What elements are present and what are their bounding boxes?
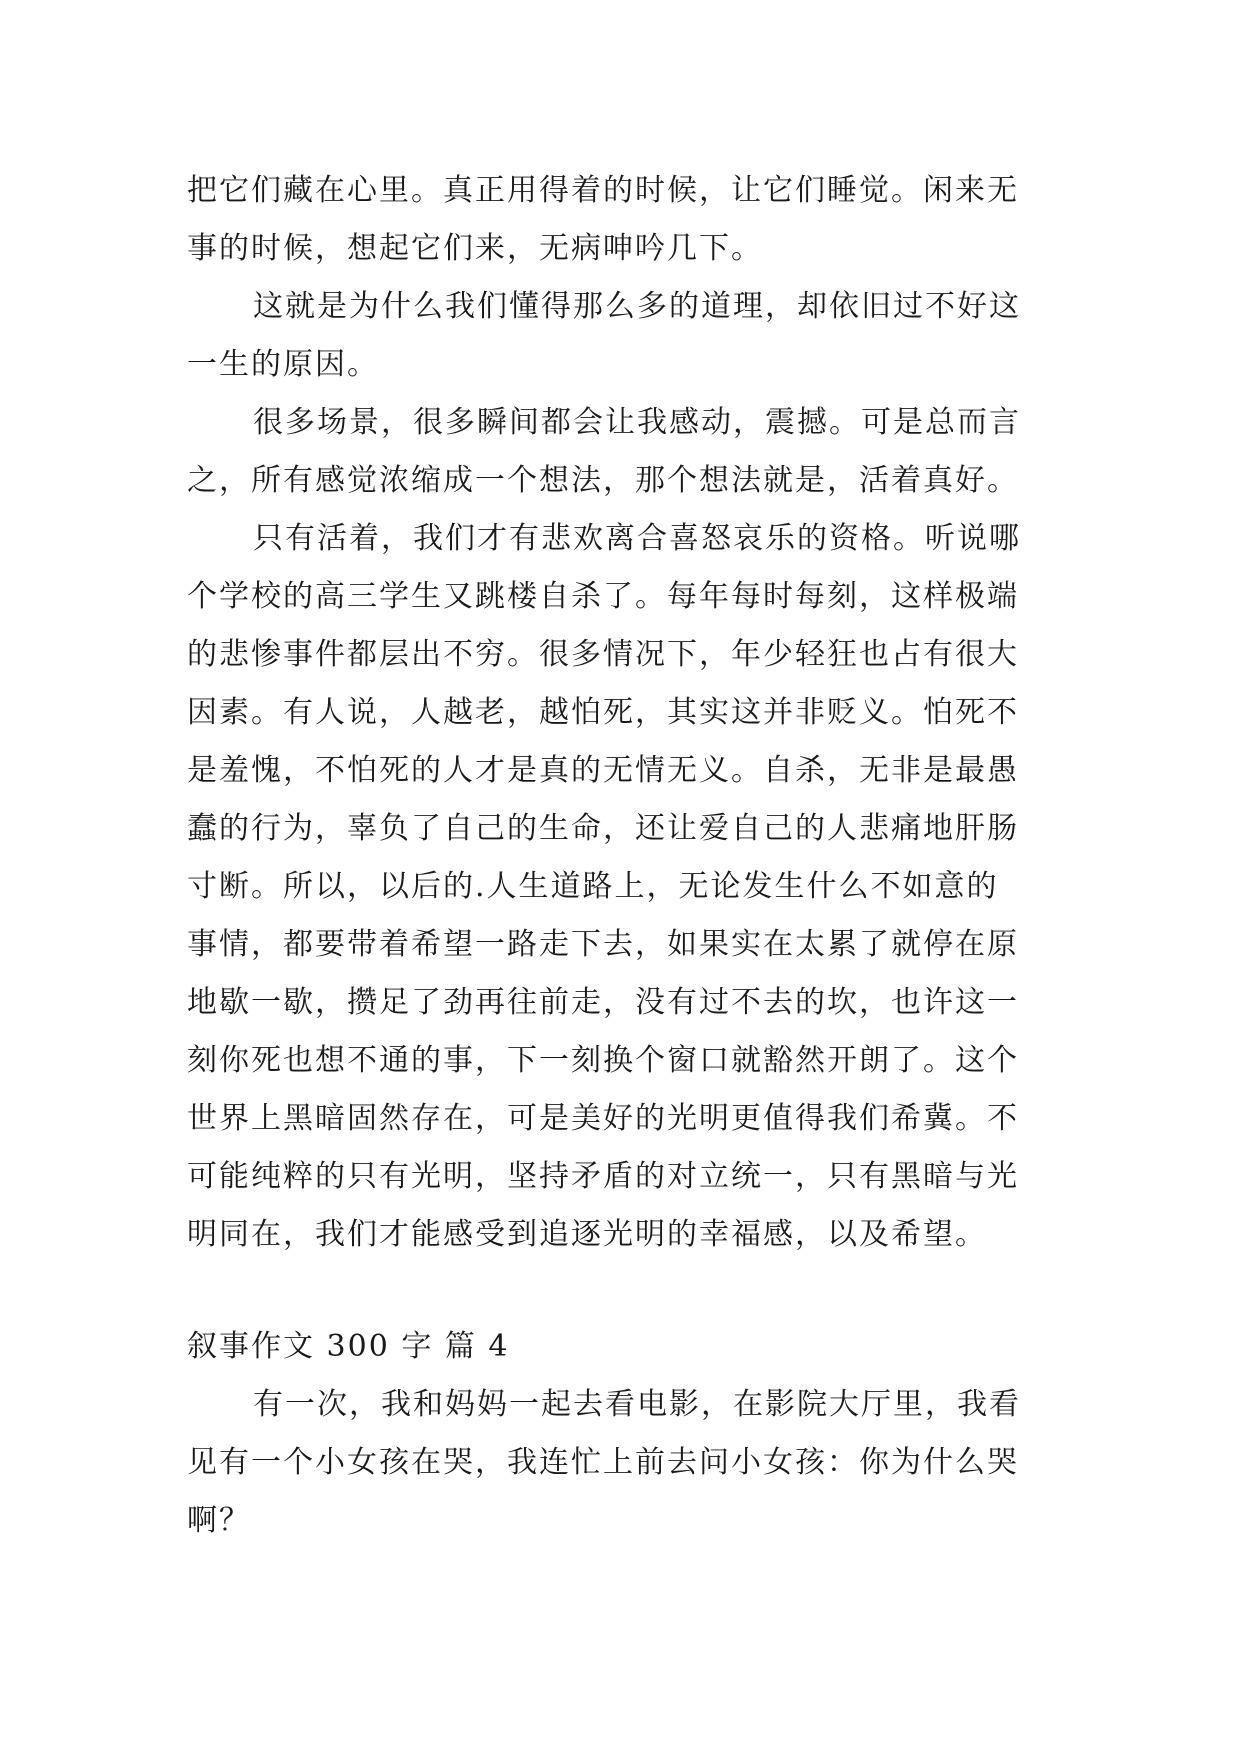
paragraph-line: 寸断。所以，以后的.人生道路上，无论发生什么不如意的 [187,869,999,904]
paragraph-line: 啊？ [187,1503,251,1538]
paragraph-line: 世界上黑暗固然存在，可是美好的光明更值得我们希冀。不 [187,1101,1019,1136]
paragraph-line: 事的时候，想起它们来，无病呻吟几下。 [187,231,763,266]
paragraph-line: 可能纯粹的只有光明，坚持矛盾的对立统一，只有黑暗与光 [187,1159,1019,1194]
paragraph-line: 把它们藏在心里。真正用得着的时候，让它们睡觉。闲来无 [187,173,1019,208]
paragraph-line: 明同在，我们才能感受到追逐光明的幸福感，以及希望。 [187,1217,987,1252]
paragraph-line: 很多场景，很多瞬间都会让我感动，震撼。可是总而言 [253,405,1021,440]
paragraph-line: 一生的原因。 [187,347,379,382]
paragraph-line: 的悲惨事件都层出不穷。很多情况下，年少轻狂也占有很大 [187,637,1019,672]
paragraph-line: 见有一个小女孩在哭，我连忙上前去问小女孩：你为什么哭 [187,1445,1019,1480]
paragraph-line: 是羞愧，不怕死的人才是真的无情无义。自杀，无非是最愚 [187,753,1019,788]
paragraph-line: 个学校的高三学生又跳楼自杀了。每年每时每刻，这样极端 [187,579,1019,614]
paragraph-line: 蠢的行为，辜负了自己的生命，还让爱自己的人悲痛地肝肠 [187,811,1019,846]
paragraph-line: 地歇一歇，攒足了劲再往前走，没有过不去的坎，也许这一 [187,985,1019,1020]
paragraph-line: 这就是为什么我们懂得那么多的道理，却依旧过不好这 [253,289,1021,324]
paragraph-line: 有一次，我和妈妈一起去看电影，在影院大厅里，我看 [253,1387,1021,1422]
paragraph-line: 之，所有感觉浓缩成一个想法，那个想法就是，活着真好。 [187,463,1019,498]
paragraph-line: 刻你死也想不通的事，下一刻换个窗口就豁然开朗了。这个 [187,1043,1019,1078]
section-heading: 叙事作文 300 字 篇 4 [187,1329,510,1364]
document-page [187,162,1047,1550]
paragraph-line: 因素。有人说，人越老，越怕死，其实这并非贬义。怕死不 [187,695,1019,730]
paragraph-line: 只有活着，我们才有悲欢离合喜怒哀乐的资格。听说哪 [253,521,1021,556]
paragraph-line: 事情，都要带着希望一路走下去，如果实在太累了就停在原 [187,927,1019,962]
